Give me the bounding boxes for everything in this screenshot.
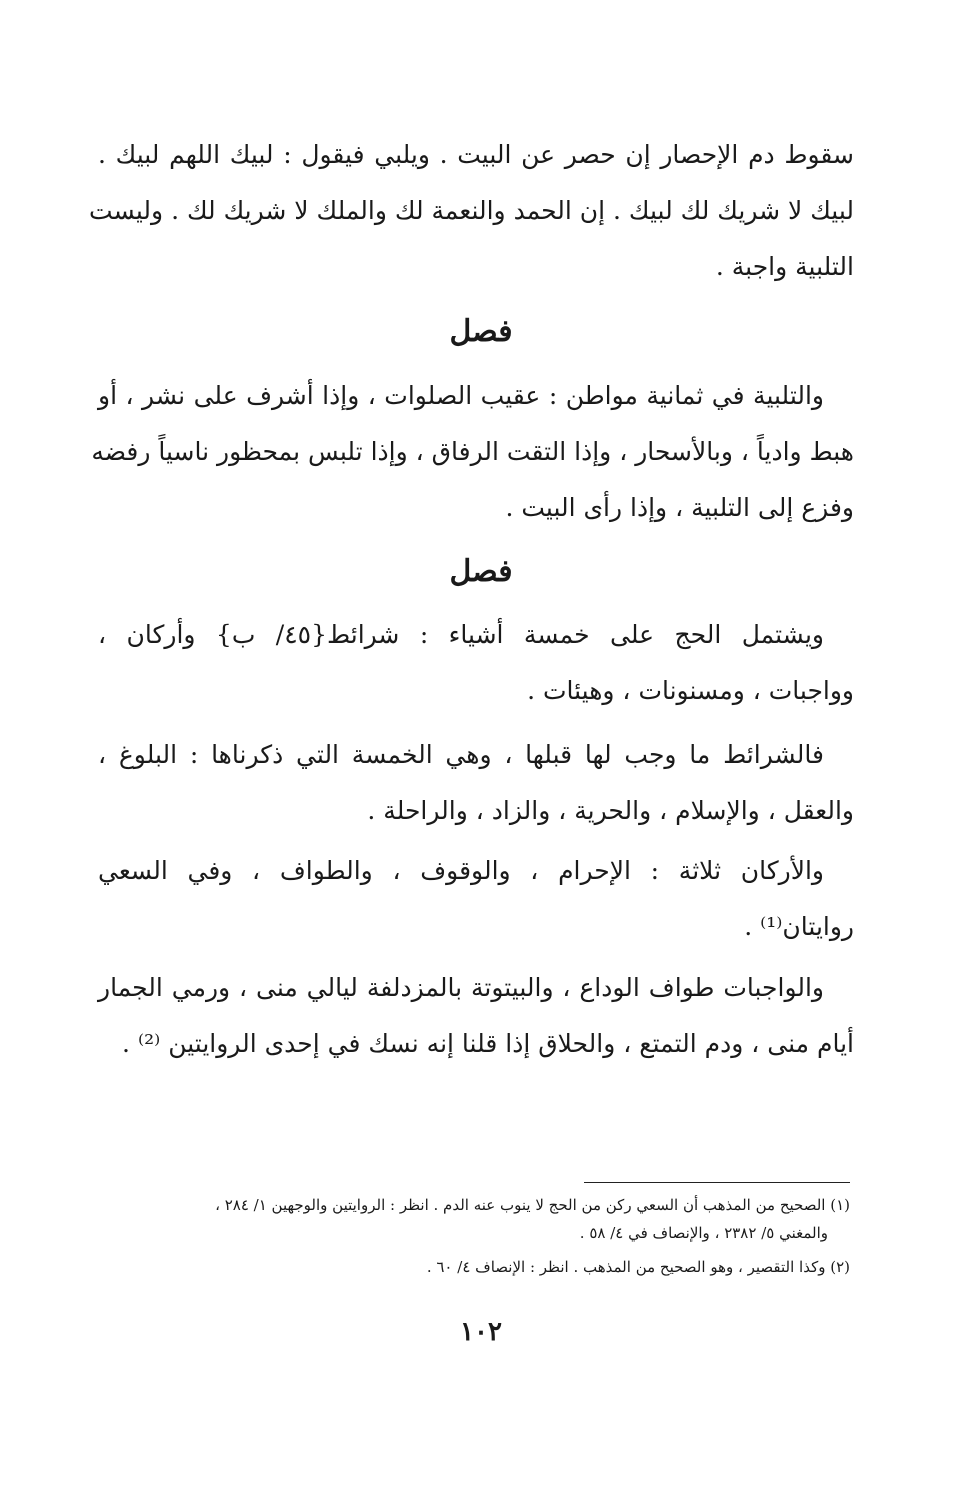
- text-line: والتلبية في ثمانية مواطن : عقيب الصلوات ، وإذا أشرف على نشر ، أو: [98, 381, 824, 410]
- text-line: هبط وادياً ، وبالأسحار ، وإذا التقت الرفاق ، وإذا تلبس بمحظور ناسياً رفضه: [91, 437, 854, 466]
- page-number: ١٠٢: [460, 1317, 502, 1347]
- text-line: لبيك لا شريك لك لبيك . إن الحمد والنعمة لك والملك لا شريك لك . وليست: [89, 196, 854, 225]
- text-line: وواجبات ، ومسنونات ، وهيئات .: [527, 676, 854, 705]
- paragraph-talbiya: [91, 368, 854, 536]
- section-heading: فصل: [449, 314, 513, 349]
- text-line: والأركان ثلاثة : الإحرام ، والوقوف ، والطواف ، وفي السعي: [98, 856, 824, 885]
- paragraph-intro: [89, 127, 854, 295]
- text-line: ويشتمل الحج على خمسة أشياء : شرائط{٤٥/ ب} وأركان ،: [98, 620, 824, 649]
- paragraph-hajj: [98, 607, 854, 719]
- footnote-1: (١) الصحيح من المذهب أن السعي ركن من الحج لا ينوب عنه الدم . انظر : الروايتين والوجهين ١/ ٢٨٤ ،: [215, 1196, 850, 1214]
- footnote-2: (٢) وكذا التقصير ، وهو الصحيح من المذهب . انظر : الإنصاف ٤/ ٦٠ .: [426, 1258, 850, 1276]
- text-line: فالشرائط ما وجب لها قبلها ، وهي الخمسة التي ذكرناها : البلوغ ،: [98, 740, 824, 769]
- text-line: أيام منى ، ودم التمتع ، والحلاق إذا قلنا إنه نسك في إحدى الروايتين ⁽²⁾ .: [122, 1029, 854, 1058]
- text-line: والعقل ، والإسلام ، والحرية ، والزاد ، والراحلة .: [367, 796, 854, 825]
- section-heading: فصل: [449, 554, 513, 589]
- paragraph-wajibat: [98, 960, 854, 1072]
- text-line: روايتان⁽¹⁾ .: [744, 912, 854, 941]
- text-line: سقوط دم الإحصار إن حصر عن البيت . ويلبي فيقول : لبيك اللهم لبيك .: [98, 140, 854, 169]
- paragraph-sharait: [98, 727, 854, 839]
- paragraph-arkan: [98, 843, 854, 955]
- footnote-separator: [584, 1182, 850, 1183]
- text-line: والواجبات طواف الوداع ، والبيتوتة بالمزدلفة ليالي منى ، ورمي الجمار: [98, 973, 824, 1002]
- text-line: وفزع إلى التلبية ، وإذا رأى البيت .: [505, 493, 854, 522]
- footnote-1-continued: والمغني ٥/ ٢٣٨٢ ، والإنصاف في ٤/ ٥٨ .: [579, 1224, 828, 1242]
- text-line: التلبية واجبة .: [715, 252, 854, 281]
